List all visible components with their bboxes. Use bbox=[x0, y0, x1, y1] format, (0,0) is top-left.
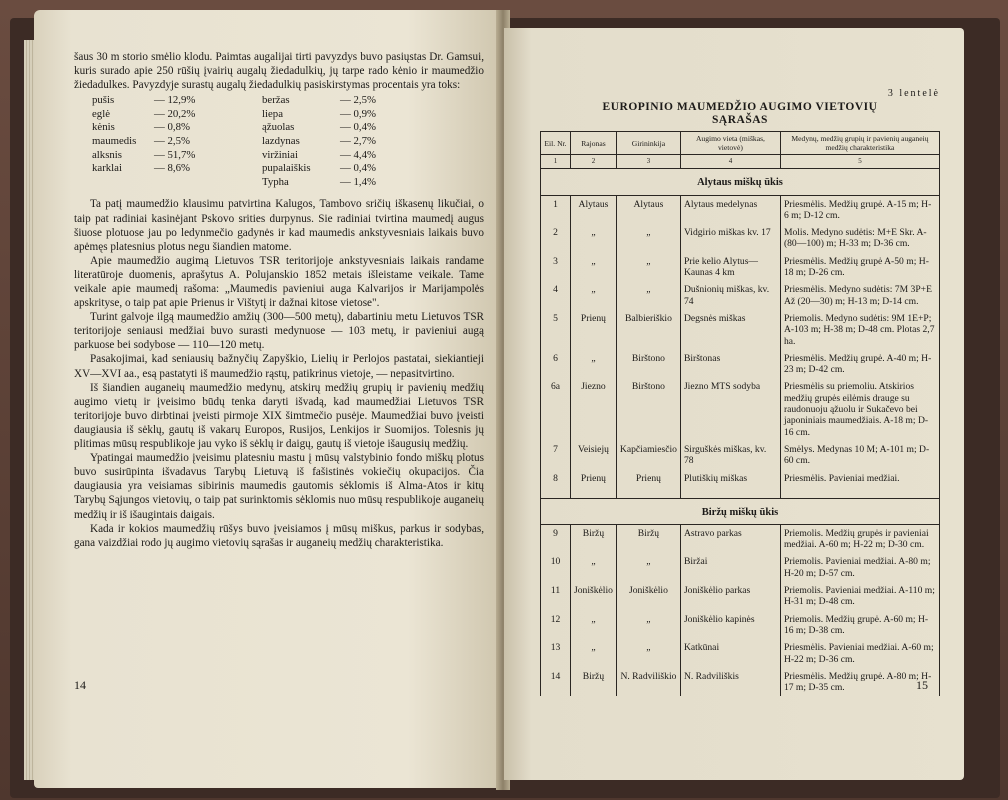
species-cell: maumedis bbox=[92, 135, 137, 148]
paragraph: Iš šiandien auganeių maumedžio medynų, atskirų medžių grupių ir pavienių medžių augimo vietų ir įveisimo būdų tenka daryti išvadą, kad maumedžiai Lietuvos TSR teritorijoje buvo dirbtinai įveisti pirmoje XIX šimtmečio pusėje. Maumedžiai buvo įveisti daugiausia iš sėklų, gautų iš vakarų Europos, Rusijos, Lenkijos ir Suomijos. Tolesnis jų plitimas mūsų respublikoje jau vyko iš sėklų ir daigų, gautų iš vietoje išaugusių medžių. bbox=[74, 381, 484, 451]
table-cell: Priesmėlis. Medžių grupė. A-15 m; H-6 m; D-12 cm. bbox=[780, 195, 939, 224]
table-cell: Biržų bbox=[571, 524, 617, 553]
table-cell: Birštono bbox=[616, 350, 680, 379]
table-row bbox=[541, 378, 940, 440]
table-cell: Plutiškių miškas bbox=[680, 470, 780, 499]
species-cell: karklai bbox=[92, 162, 122, 175]
species-cell: — 0,4% bbox=[340, 121, 376, 134]
table-cell: „ bbox=[571, 253, 617, 282]
table-cell: Jiezno MTS sodyba bbox=[680, 378, 780, 440]
table-cell: 7 bbox=[541, 441, 571, 470]
spacer bbox=[216, 176, 262, 190]
table-cell: Balbieriškio bbox=[616, 310, 680, 350]
spacer bbox=[216, 135, 262, 149]
table-cell: „ bbox=[571, 611, 617, 640]
table-cell: Priesmėlis su priemoliu. Atskirios medžių grupės eilėmis drauge su raudonuoju ąžuolu ir Sukačevo bei japoniniais maumedžiais. A-18 m; D-16 cm. bbox=[780, 378, 939, 440]
left-page bbox=[34, 10, 502, 788]
table-row bbox=[541, 639, 940, 668]
table-cell: Vidgirio miškas kv. 17 bbox=[680, 224, 780, 253]
table-cell: „ bbox=[571, 553, 617, 582]
table-cell: 6a bbox=[541, 378, 571, 440]
table-label: 3 lentelė bbox=[887, 88, 940, 99]
species-cell: — 12,9% bbox=[154, 94, 196, 107]
table-cell: Degsnės miškas bbox=[680, 310, 780, 350]
table-cell: „ bbox=[616, 281, 680, 310]
spacer bbox=[216, 162, 262, 176]
species-cell: — 2,5% bbox=[154, 135, 190, 148]
table-column-numbers bbox=[541, 155, 940, 169]
table-cell: Biržų bbox=[616, 524, 680, 553]
left-paragraphs bbox=[74, 197, 484, 549]
spacer bbox=[216, 94, 262, 108]
header-charakteristika: Medynų, medžių grupių ir pavienių auganeių medžių charakteristika bbox=[780, 132, 939, 155]
species-cell: viržiniai bbox=[262, 148, 298, 161]
column-number: 4 bbox=[680, 155, 780, 169]
table-cell: Dušnionių miškas, kv. 74 bbox=[680, 281, 780, 310]
table-cell: Prie kelio Alytus—Kaunas 4 km bbox=[680, 253, 780, 282]
paragraph: Turint galvoje ilgą maumedžio amžių (300—500 metų), dabartiniu metu Lietuvos TSR teritorijoje seniausi medžiai buvo surasti medynuose — 103 metų, ir pavieniui augą parkuose bei sodybose — 110—120 metų. bbox=[74, 311, 484, 352]
section-header-row bbox=[541, 169, 940, 195]
spacer bbox=[216, 108, 262, 122]
table-cell: 11 bbox=[541, 582, 571, 611]
species-cell: — 8,6% bbox=[154, 162, 190, 175]
table-cell: Priemolis. Medyno sudėtis: 9M 1E+P; A-103 m; H-38 m; D-48 cm. Plotas 2,7 ha. bbox=[780, 310, 939, 350]
table-cell: Priemolis. Pavieniai medžiai. A-80 m; H-20 m; D-57 cm. bbox=[780, 553, 939, 582]
column-number: 5 bbox=[780, 155, 939, 169]
table-cell: Birštonas bbox=[680, 350, 780, 379]
table-cell: 1 bbox=[541, 195, 571, 224]
species-cell: ąžuolas bbox=[262, 121, 295, 134]
table-row bbox=[541, 470, 940, 499]
species-cell: kėnis bbox=[92, 121, 115, 134]
table-row bbox=[541, 524, 940, 553]
right-page-content bbox=[540, 88, 940, 696]
table-row bbox=[541, 253, 940, 282]
table-cell: 13 bbox=[541, 639, 571, 668]
table-row bbox=[541, 310, 940, 350]
table-cell: 5 bbox=[541, 310, 571, 350]
table-cell: „ bbox=[571, 281, 617, 310]
header-girininkija: Girininkija bbox=[616, 132, 680, 155]
column-number: 3 bbox=[616, 155, 680, 169]
spacer bbox=[216, 121, 262, 135]
table-title-line2: SĄRAŠAS bbox=[712, 114, 768, 126]
column-number: 1 bbox=[541, 155, 571, 169]
table-row bbox=[541, 281, 940, 310]
table-row bbox=[541, 195, 940, 224]
header-rajonas: Rajonas bbox=[571, 132, 617, 155]
table-cell: Prienų bbox=[571, 310, 617, 350]
table-row bbox=[541, 441, 940, 470]
table-cell: „ bbox=[571, 224, 617, 253]
table-cell: Priemolis. Medžių grupė. A-60 m; H-16 m; D-38 cm. bbox=[780, 611, 939, 640]
paragraph: Ypatingai maumedžio įveisimu platesniu mastu į mūsų valstybinio fondo miškų plotus buvo susirūpinta išvadavus Tarybų Lietuvą iš fašistinės vokiečių okupacijos. Čia daugiausia yra veisiamas sibirinis maumedis gautomis sėklomis iš Alma-Atos ir kitų Tarybų Sąjungos vietovių, o taip pat surinktomis sėklomis nuo mūsų respublikoje auganeių medžių ir iš išaugintais daigais. bbox=[74, 452, 484, 521]
table-cell: Prienų bbox=[571, 470, 617, 499]
table-cell: N. Radviliškio bbox=[616, 668, 680, 697]
table-cell: Biržai bbox=[680, 553, 780, 582]
table-cell: Joniškėlio bbox=[571, 582, 617, 611]
species-cell: eglė bbox=[92, 107, 110, 120]
table-cell: „ bbox=[616, 611, 680, 640]
page-number-left: 14 bbox=[74, 678, 86, 692]
species-cell: alksnis bbox=[92, 148, 122, 161]
table-cell: Priesmėlis. Pavieniai medžiai. bbox=[780, 470, 939, 499]
table-row bbox=[541, 350, 940, 379]
header-nr: Eil. Nr. bbox=[541, 132, 571, 155]
species-cell: — 0,4% bbox=[340, 162, 376, 175]
table-cell: Priesmėlis. Medžių grupė A-50 m; H-18 m; D-26 cm. bbox=[780, 253, 939, 282]
paragraph: Ta patį maumedžio klausimu patvirtina Kalugos, Tambovo sričių iškasenų likučiai, o taip pat radiniai kasinėjant Pskovo srities durpynus. Sie radiniai tvirtina maumedį augus šiuose plotuose jau po ledynmečio gadynės ir kad maumedis ankstyvesniais laikais buvo apėmęs platesnius plotus negu šiandien matome. bbox=[74, 198, 484, 253]
species-cell: — 2,5% bbox=[340, 94, 376, 107]
table-body bbox=[541, 169, 940, 697]
species-cell bbox=[154, 176, 216, 190]
species-cell: pupalaiškis bbox=[262, 162, 311, 175]
table-cell: Joniškėlio bbox=[616, 582, 680, 611]
table-cell: Birštono bbox=[616, 378, 680, 440]
right-page bbox=[504, 28, 964, 780]
column-number: 2 bbox=[571, 155, 617, 169]
table-row bbox=[541, 668, 940, 697]
species-cell: lazdynas bbox=[262, 135, 300, 148]
table-cell: 9 bbox=[541, 524, 571, 553]
table-cell: 2 bbox=[541, 224, 571, 253]
paragraph: Kada ir kokios maumedžių rūšys buvo įveisiamos į mūsų miškus, parkus ir sodybas, gana vaizdžiai rodo jų augimo vietovių sąrašas ir auganeių medžių charakteristika. bbox=[74, 522, 484, 549]
species-cell: — 51,7% bbox=[154, 148, 196, 161]
table-cell: „ bbox=[571, 639, 617, 668]
species-cell: — 0,9% bbox=[340, 107, 376, 120]
table-row bbox=[541, 582, 940, 611]
table-cell: N. Radviliškis bbox=[680, 668, 780, 697]
table-cell: Priesmėlis. Pavieniai medžiai. A-60 m; H-22 m; D-36 cm. bbox=[780, 639, 939, 668]
page-number-right: 15 bbox=[916, 678, 928, 692]
species-cell: — 1,4% bbox=[340, 175, 376, 188]
left-page-text bbox=[74, 50, 484, 550]
table-row bbox=[541, 224, 940, 253]
table-cell: Priesmėlis. Medžių grupė. A-80 m; H-17 m; D-35 cm. bbox=[780, 668, 939, 697]
table-cell: Molis. Medyno sudėtis: M+E Skr. A-(80—100) m; H-33 m; D-36 cm. bbox=[780, 224, 939, 253]
table-cell: Astravo parkas bbox=[680, 524, 780, 553]
species-cell: — 20,2% bbox=[154, 107, 196, 120]
table-cell: Alytaus bbox=[571, 195, 617, 224]
table-cell: Joniškėlio parkas bbox=[680, 582, 780, 611]
table-cell: Alytaus medelynas bbox=[680, 195, 780, 224]
paragraph: Pasakojimai, kad seniausių bažnyčių Zapyškio, Lielių ir Perlojos pastatai, siekiantieji XV—XVI aa., esą pastatyti iš maumedžio rąstų, patikrinus vietoje, — nepasitvirtino. bbox=[74, 353, 484, 380]
table-title: EUROPINIO MAUMEDŽIO AUGIMO VIETOVIŲ bbox=[602, 101, 878, 113]
spacer bbox=[216, 149, 262, 163]
table-cell: „ bbox=[616, 224, 680, 253]
table-cell: Priemolis. Pavieniai medžiai. A-110 m; H-31 m; D-48 cm. bbox=[780, 582, 939, 611]
table-cell: 6 bbox=[541, 350, 571, 379]
table-cell: Sirguškės miškas, kv. 78 bbox=[680, 441, 780, 470]
species-percentages bbox=[92, 94, 484, 189]
species-cell: liepa bbox=[262, 107, 283, 120]
table-header-row bbox=[541, 132, 940, 155]
table-cell: 8 bbox=[541, 470, 571, 499]
table-cell: Biržų bbox=[571, 668, 617, 697]
species-cell: beržas bbox=[262, 94, 290, 107]
table-cell: Kapčiamiesčio bbox=[616, 441, 680, 470]
table-row bbox=[541, 611, 940, 640]
locations-table bbox=[540, 131, 940, 696]
species-cell: — 4,4% bbox=[340, 148, 376, 161]
table-cell: Veisiejų bbox=[571, 441, 617, 470]
table-cell: Prienų bbox=[616, 470, 680, 499]
table-cell: Jiezno bbox=[571, 378, 617, 440]
species-cell: pušis bbox=[92, 94, 115, 107]
table-cell: „ bbox=[616, 639, 680, 668]
table-row bbox=[541, 553, 940, 582]
paragraph: Apie maumedžio augimą Lietuvos TSR teritorijoje ankstyvesniais laikais randame literatūroje duomenis, aprašytus A. Polujanskio 1852 metais išleistame veikale. Tame veikale apie maumedį rašoma: „Maumedis pavieniui auga Kalvarijos ir Marijampolės apskrityse, o taip pat apie Prienus ir Vištytį ir dažnai kitose vietose". bbox=[74, 254, 484, 310]
table-cell: Priemolis. Medžių grupės ir pavieniai medžiai. A-60 m; H-22 m; D-30 cm. bbox=[780, 524, 939, 553]
species-cell bbox=[92, 176, 154, 190]
table-cell: Joniškėlio kapinės bbox=[680, 611, 780, 640]
table-cell: 4 bbox=[541, 281, 571, 310]
table-cell: Smėlys. Medynas 10 M; A-101 m; D-60 cm. bbox=[780, 441, 939, 470]
table-cell: 10 bbox=[541, 553, 571, 582]
paragraph: šaus 30 m storio smėlio klodu. Paimtas augalijai tirti pavyzdys buvo pasiųstas Dr. Gamsui, kuris surado apie 250 rūšių įvairių augalų žiedadulkių, jų tarpe rado kėnio ir maumedžio žiedadulkes. Pavyzdyje surastų augalų žiedadulkių pasiskirstymas procentais yra toks: bbox=[74, 51, 484, 92]
header-augimo-vieta: Augimo vieta (miškas, vietovė) bbox=[680, 132, 780, 155]
section-title: Biržų miškų ūkis bbox=[541, 498, 940, 524]
table-cell: Katkūnai bbox=[680, 639, 780, 668]
table-cell: 3 bbox=[541, 253, 571, 282]
species-cell: — 0,8% bbox=[154, 121, 190, 134]
table-cell: Priesmėlis. Medžių grupė. A-40 m; H-23 m; D-42 cm. bbox=[780, 350, 939, 379]
section-title: Alytaus miškų ūkis bbox=[541, 169, 940, 195]
table-cell: Alytaus bbox=[616, 195, 680, 224]
species-cell: Typha bbox=[262, 175, 289, 188]
table-cell: Priesmėlis. Medyno sudėtis: 7M 3P+E Až (20—30) m; H-13 m; D-14 cm. bbox=[780, 281, 939, 310]
species-cell: — 2,7% bbox=[340, 135, 376, 148]
section-header-row bbox=[541, 498, 940, 524]
table-cell: „ bbox=[571, 350, 617, 379]
table-cell: „ bbox=[616, 253, 680, 282]
table-cell: „ bbox=[616, 553, 680, 582]
table-cell: 12 bbox=[541, 611, 571, 640]
table-cell: 14 bbox=[541, 668, 571, 697]
